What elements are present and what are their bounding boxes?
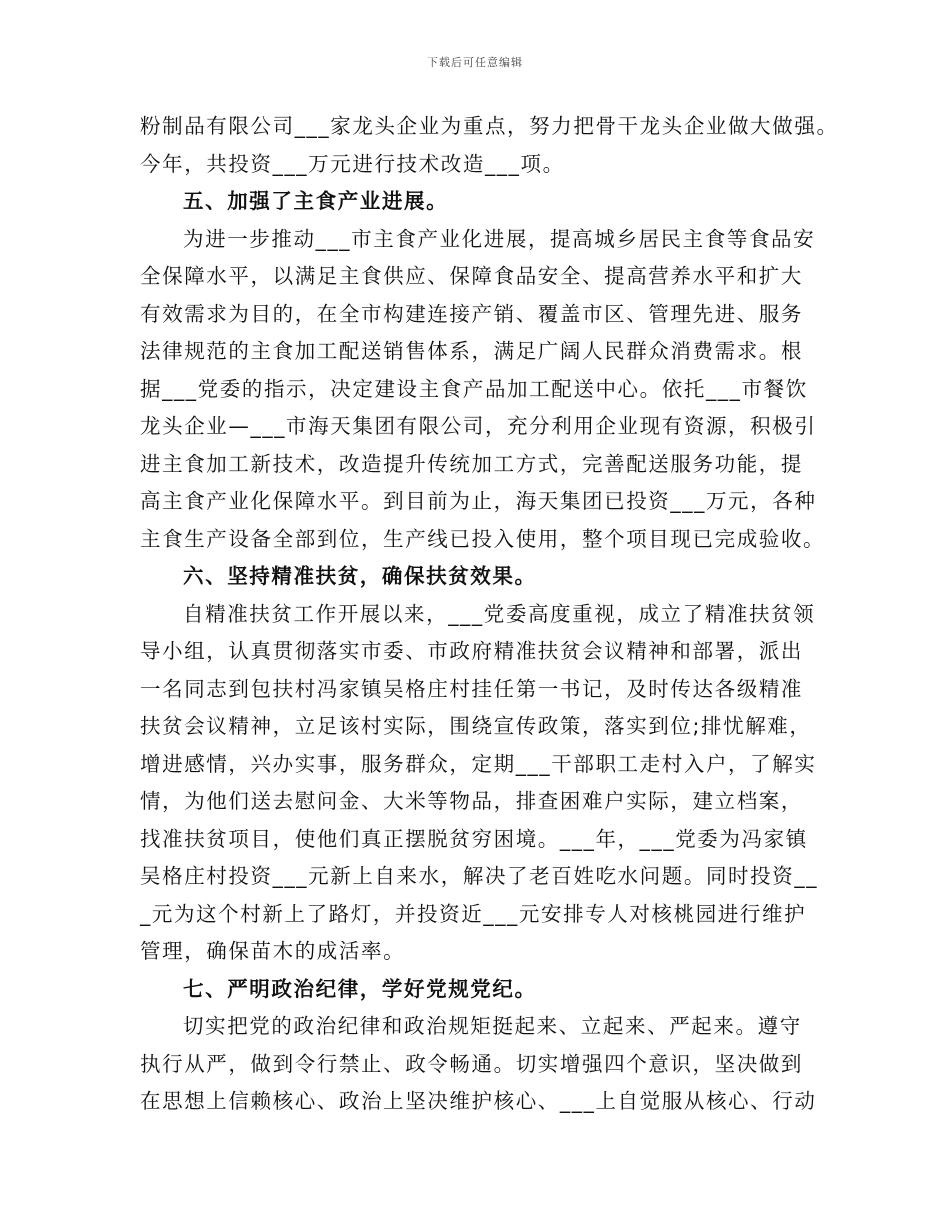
- text-line: 高主食产业化保障水平。到目前为止，海天集团已投资___万元，各种: [140, 489, 817, 513]
- section-heading-6: 六、坚持精准扶贫，确保扶贫效果。: [183, 564, 537, 588]
- document-body: [140, 108, 839, 1121]
- text-line: 执行从严，做到令行禁止、政令畅通。切实增强四个意识，坚决做到: [140, 1051, 803, 1076]
- text-line: 情，为他们送去慰问金、大米等物品，排查困难户实际，建立档案，: [140, 789, 803, 813]
- text-line: 一名同志到包扶村冯家镇吴格庄村挂任第一书记，及时传达各级精准: [140, 676, 803, 701]
- text-line: 今年，共投资___万元进行技术改造___项。: [140, 151, 565, 176]
- text-line: 自精准扶贫工作开展以来，___党委高度重视，成立了精准扶贫领: [183, 601, 816, 626]
- text-line: 全保障水平，以满足主食供应、保障食品安全、提高营养水平和扩大: [140, 264, 803, 288]
- text-line: 吴格庄村投资___元新上自来水，解决了老百姓吃水问题。同时投资__: [140, 864, 819, 888]
- text-line: 粉制品有限公司___家龙头企业为重点，努力把骨干龙头企业做大做强。: [140, 114, 839, 138]
- section-heading-5: 五、加强了主食产业进展。: [183, 189, 449, 213]
- text-line: _元为这个村新上了路灯，并投资近___元安排专人对核桃园进行维护: [140, 901, 807, 926]
- text-line: 有效需求为目的，在全市构建连接产销、覆盖市区、管理先进、服务: [140, 301, 803, 326]
- text-line: 找准扶贫项目，使他们真正摆脱贫穷困境。___年，___党委为冯家镇: [140, 826, 808, 851]
- text-line: 切实把党的政治纪律和政治规矩挺起来、立起来、严起来。遵守: [183, 1014, 802, 1038]
- text-line: 主食生产设备全部到位，生产线已投入使用，整个项目现已完成验收。: [140, 526, 826, 551]
- section-heading-7: 七、严明政治纪律，学好党规党纪。: [183, 976, 537, 1001]
- text-line: 为进一步推动___市主食产业化进展，提高城乡居民主食等食品安: [183, 226, 816, 251]
- text-line: 导小组，认真贯彻落实市委、市政府精准扶贫会议精神和部署，派出: [140, 639, 803, 663]
- text-line: 管理，确保苗木的成活率。: [140, 939, 406, 963]
- text-line: 在思想上信赖核心、政治上坚决维护核心、___上自觉服从核心、行动: [140, 1089, 817, 1113]
- text-line: 扶贫会议精神，立足该村实际，围绕宣传政策，落实到位;排忧解难，: [140, 714, 812, 738]
- page-header: 下载后可任意编辑: [427, 56, 523, 69]
- text-line: 增进感情，兴办实事，服务群众，定期___干部职工走村入户，了解实: [140, 751, 817, 776]
- text-line: 法律规范的主食加工配送销售体系，满足广阔人民群众消费需求。根: [140, 339, 803, 363]
- text-line: 进主食加工新技术，改造提升传统加工方式，完善配送服务功能，提: [140, 451, 803, 476]
- text-line: 龙头企业—___市海天集团有限公司，充分利用企业现有资源，积极引: [140, 414, 817, 438]
- text-line: 据___党委的指示，决定建设主食产品加工配送中心。依托___市餐饮: [140, 376, 808, 401]
